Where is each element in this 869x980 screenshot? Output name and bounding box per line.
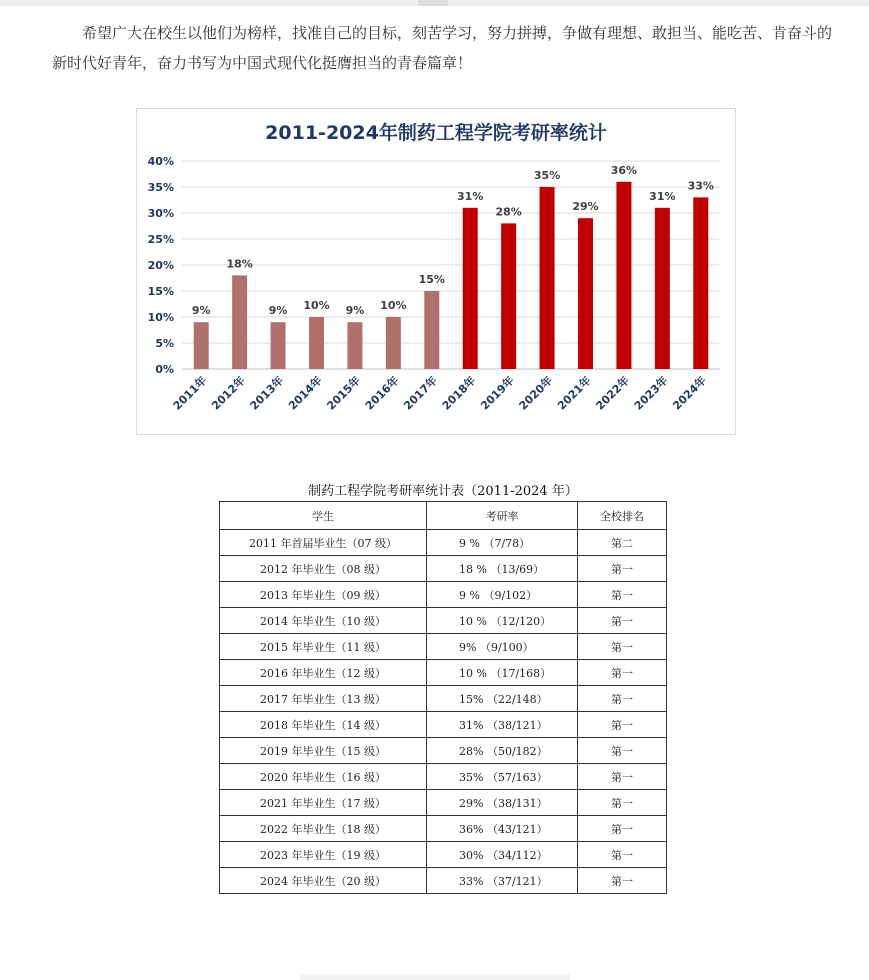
- header-rank: 全校排名: [578, 502, 667, 530]
- header-student: 学生: [220, 502, 427, 530]
- bar: [424, 291, 439, 369]
- x-tick-label: 2022年: [593, 373, 633, 413]
- x-tick-label: 2015年: [324, 373, 364, 413]
- cell-student: 2024 年毕业生（20 级）: [220, 868, 427, 894]
- cell-student: 2017 年毕业生（13 级）: [220, 686, 427, 712]
- table-row: [220, 764, 667, 790]
- cell-rank: 第一: [578, 842, 667, 868]
- bar: [347, 322, 362, 369]
- x-tick-label: 2017年: [401, 373, 440, 413]
- cell-student: 2023 年毕业生（19 级）: [220, 842, 427, 868]
- cell-student: 2022 年毕业生（18 级）: [220, 816, 427, 842]
- cell-rate: 10 % （12/120）: [427, 608, 578, 634]
- bar: [616, 182, 631, 369]
- bar: [271, 322, 286, 369]
- x-tick-label: 2013年: [247, 373, 287, 413]
- table-row: [220, 712, 667, 738]
- bar: [309, 317, 324, 369]
- x-tick-label: 2018年: [439, 373, 479, 413]
- cell-rate: 31% （38/121）: [427, 712, 578, 738]
- top-handle[interactable]: [418, 0, 448, 6]
- cell-student: 2013 年毕业生（09 级）: [220, 582, 427, 608]
- cell-rate: 35% （57/163）: [427, 764, 578, 790]
- bar: [501, 223, 516, 369]
- cell-rate: 18 % （13/69）: [427, 556, 578, 582]
- table-row: [220, 634, 667, 660]
- cell-rate: 15% （22/148）: [427, 686, 578, 712]
- cell-student: 2012 年毕业生（08 级）: [220, 556, 427, 582]
- cell-rate: 30% （34/112）: [427, 842, 578, 868]
- intro-paragraph: 希望广大在校生以他们为榜样，找准自己的目标，刻苦学习，努力拼搏，争做有理想、敢担当、能吃苦、肯奋斗的新时代好青年，奋力书写为中国式现代化挺膺担当的青春篇章！: [52, 24, 833, 72]
- cell-rank: 第一: [578, 764, 667, 790]
- x-tick-label: 2012年: [209, 373, 248, 413]
- cell-rate: 9 % （9/102）: [427, 582, 578, 608]
- cell-student: 2016 年毕业生（12 级）: [220, 660, 427, 686]
- table-header-row: [220, 502, 667, 530]
- cell-rate: 9% （9/100）: [427, 634, 578, 660]
- y-tick-label: 35%: [147, 181, 174, 194]
- data-label: 9%: [191, 304, 211, 318]
- x-tick-label: 2021年: [554, 373, 594, 413]
- table-row: [220, 842, 667, 868]
- bar: [693, 197, 708, 369]
- data-label: 35%: [533, 169, 561, 182]
- x-tick-label: 2016年: [362, 373, 402, 413]
- cell-rate: 9 % （7/78）: [427, 530, 578, 556]
- bar: [655, 208, 670, 369]
- x-tick-label: 2019年: [478, 373, 517, 413]
- cell-student: 2021 年毕业生（17 级）: [220, 790, 427, 816]
- y-tick-label: 10%: [147, 311, 174, 324]
- cell-rank: 第一: [578, 660, 667, 686]
- cell-rank: 第一: [578, 790, 667, 816]
- cell-student: 2011 年首届毕业生（07 级）: [220, 530, 427, 556]
- table-row: [220, 530, 667, 556]
- y-tick-label: 20%: [147, 259, 174, 272]
- data-label: 28%: [495, 205, 522, 219]
- table-row: [220, 556, 667, 582]
- stats-table: [219, 501, 667, 894]
- y-tick-label: 25%: [147, 233, 174, 246]
- cell-rate: 29% （38/131）: [427, 790, 578, 816]
- y-tick-label: 40%: [147, 155, 174, 168]
- data-label: 31%: [457, 189, 484, 203]
- data-label: 36%: [610, 163, 638, 177]
- cell-rate: 33% （37/121）: [427, 868, 578, 894]
- data-label: 31%: [649, 189, 676, 203]
- table-row: [220, 816, 667, 842]
- intro-text-block: [52, 18, 832, 78]
- cell-rank: 第一: [578, 816, 667, 842]
- cell-rank: 第一: [578, 556, 667, 582]
- table-row: [220, 582, 667, 608]
- stats-table-section: [219, 480, 667, 894]
- y-tick-label: 30%: [147, 207, 174, 220]
- y-tick-label: 0%: [155, 363, 174, 376]
- table-row: [220, 608, 667, 634]
- x-tick-label: 2024年: [670, 373, 709, 413]
- data-label: 33%: [687, 179, 714, 193]
- table-row: [220, 660, 667, 686]
- bar: [463, 208, 478, 369]
- cell-rank: 第一: [578, 686, 667, 712]
- cell-rank: 第一: [578, 868, 667, 894]
- table-title: 制药工程学院考研率统计表（2011-2024 年）: [308, 484, 578, 499]
- cell-rate: 36% （43/121）: [427, 816, 578, 842]
- table-row: [220, 790, 667, 816]
- data-label: 15%: [418, 273, 445, 286]
- cell-rank: 第一: [578, 634, 667, 660]
- data-label: 9%: [345, 304, 365, 318]
- cell-student: 2014 年毕业生（10 级）: [220, 608, 427, 634]
- data-label: 9%: [268, 304, 288, 318]
- x-tick-label: 2023年: [631, 373, 671, 413]
- data-label: 10%: [303, 299, 330, 312]
- y-tick-label: 15%: [147, 285, 174, 298]
- cell-rate: 10 % （17/168）: [427, 660, 578, 686]
- footer-caption-fragment: [300, 974, 570, 980]
- x-tick-label: 2011年: [170, 373, 210, 413]
- cell-rate: 28% （50/182）: [427, 738, 578, 764]
- cell-student: 2019 年毕业生（15 级）: [220, 738, 427, 764]
- x-tick-label: 2020年: [516, 373, 556, 413]
- header-rate: 考研率: [427, 502, 578, 530]
- bar: [578, 218, 593, 369]
- cell-student: 2015 年毕业生（11 级）: [220, 634, 427, 660]
- cell-rank: 第一: [578, 738, 667, 764]
- cell-rank: 第一: [578, 712, 667, 738]
- data-label: 10%: [380, 299, 407, 312]
- y-tick-label: 5%: [155, 337, 174, 350]
- bar: [232, 275, 247, 369]
- cell-rank: 第一: [578, 608, 667, 634]
- table-row: [220, 868, 667, 894]
- x-tick-label: 2014年: [285, 373, 325, 413]
- data-label: 18%: [226, 257, 253, 271]
- cell-student: 2020 年毕业生（16 级）: [220, 764, 427, 790]
- cell-rank: 第二: [578, 530, 667, 556]
- chart-title: 2011-2024年制药工程学院考研率统计: [265, 122, 607, 144]
- bar: [386, 317, 401, 369]
- bar-chart: [137, 109, 735, 434]
- bar: [194, 322, 209, 369]
- data-label: 29%: [572, 200, 599, 214]
- table-row: [220, 738, 667, 764]
- bar-chart-image: [136, 108, 736, 435]
- cell-student: 2018 年毕业生（14 级）: [220, 712, 427, 738]
- cell-rank: 第一: [578, 582, 667, 608]
- table-row: [220, 686, 667, 712]
- bar: [540, 187, 555, 369]
